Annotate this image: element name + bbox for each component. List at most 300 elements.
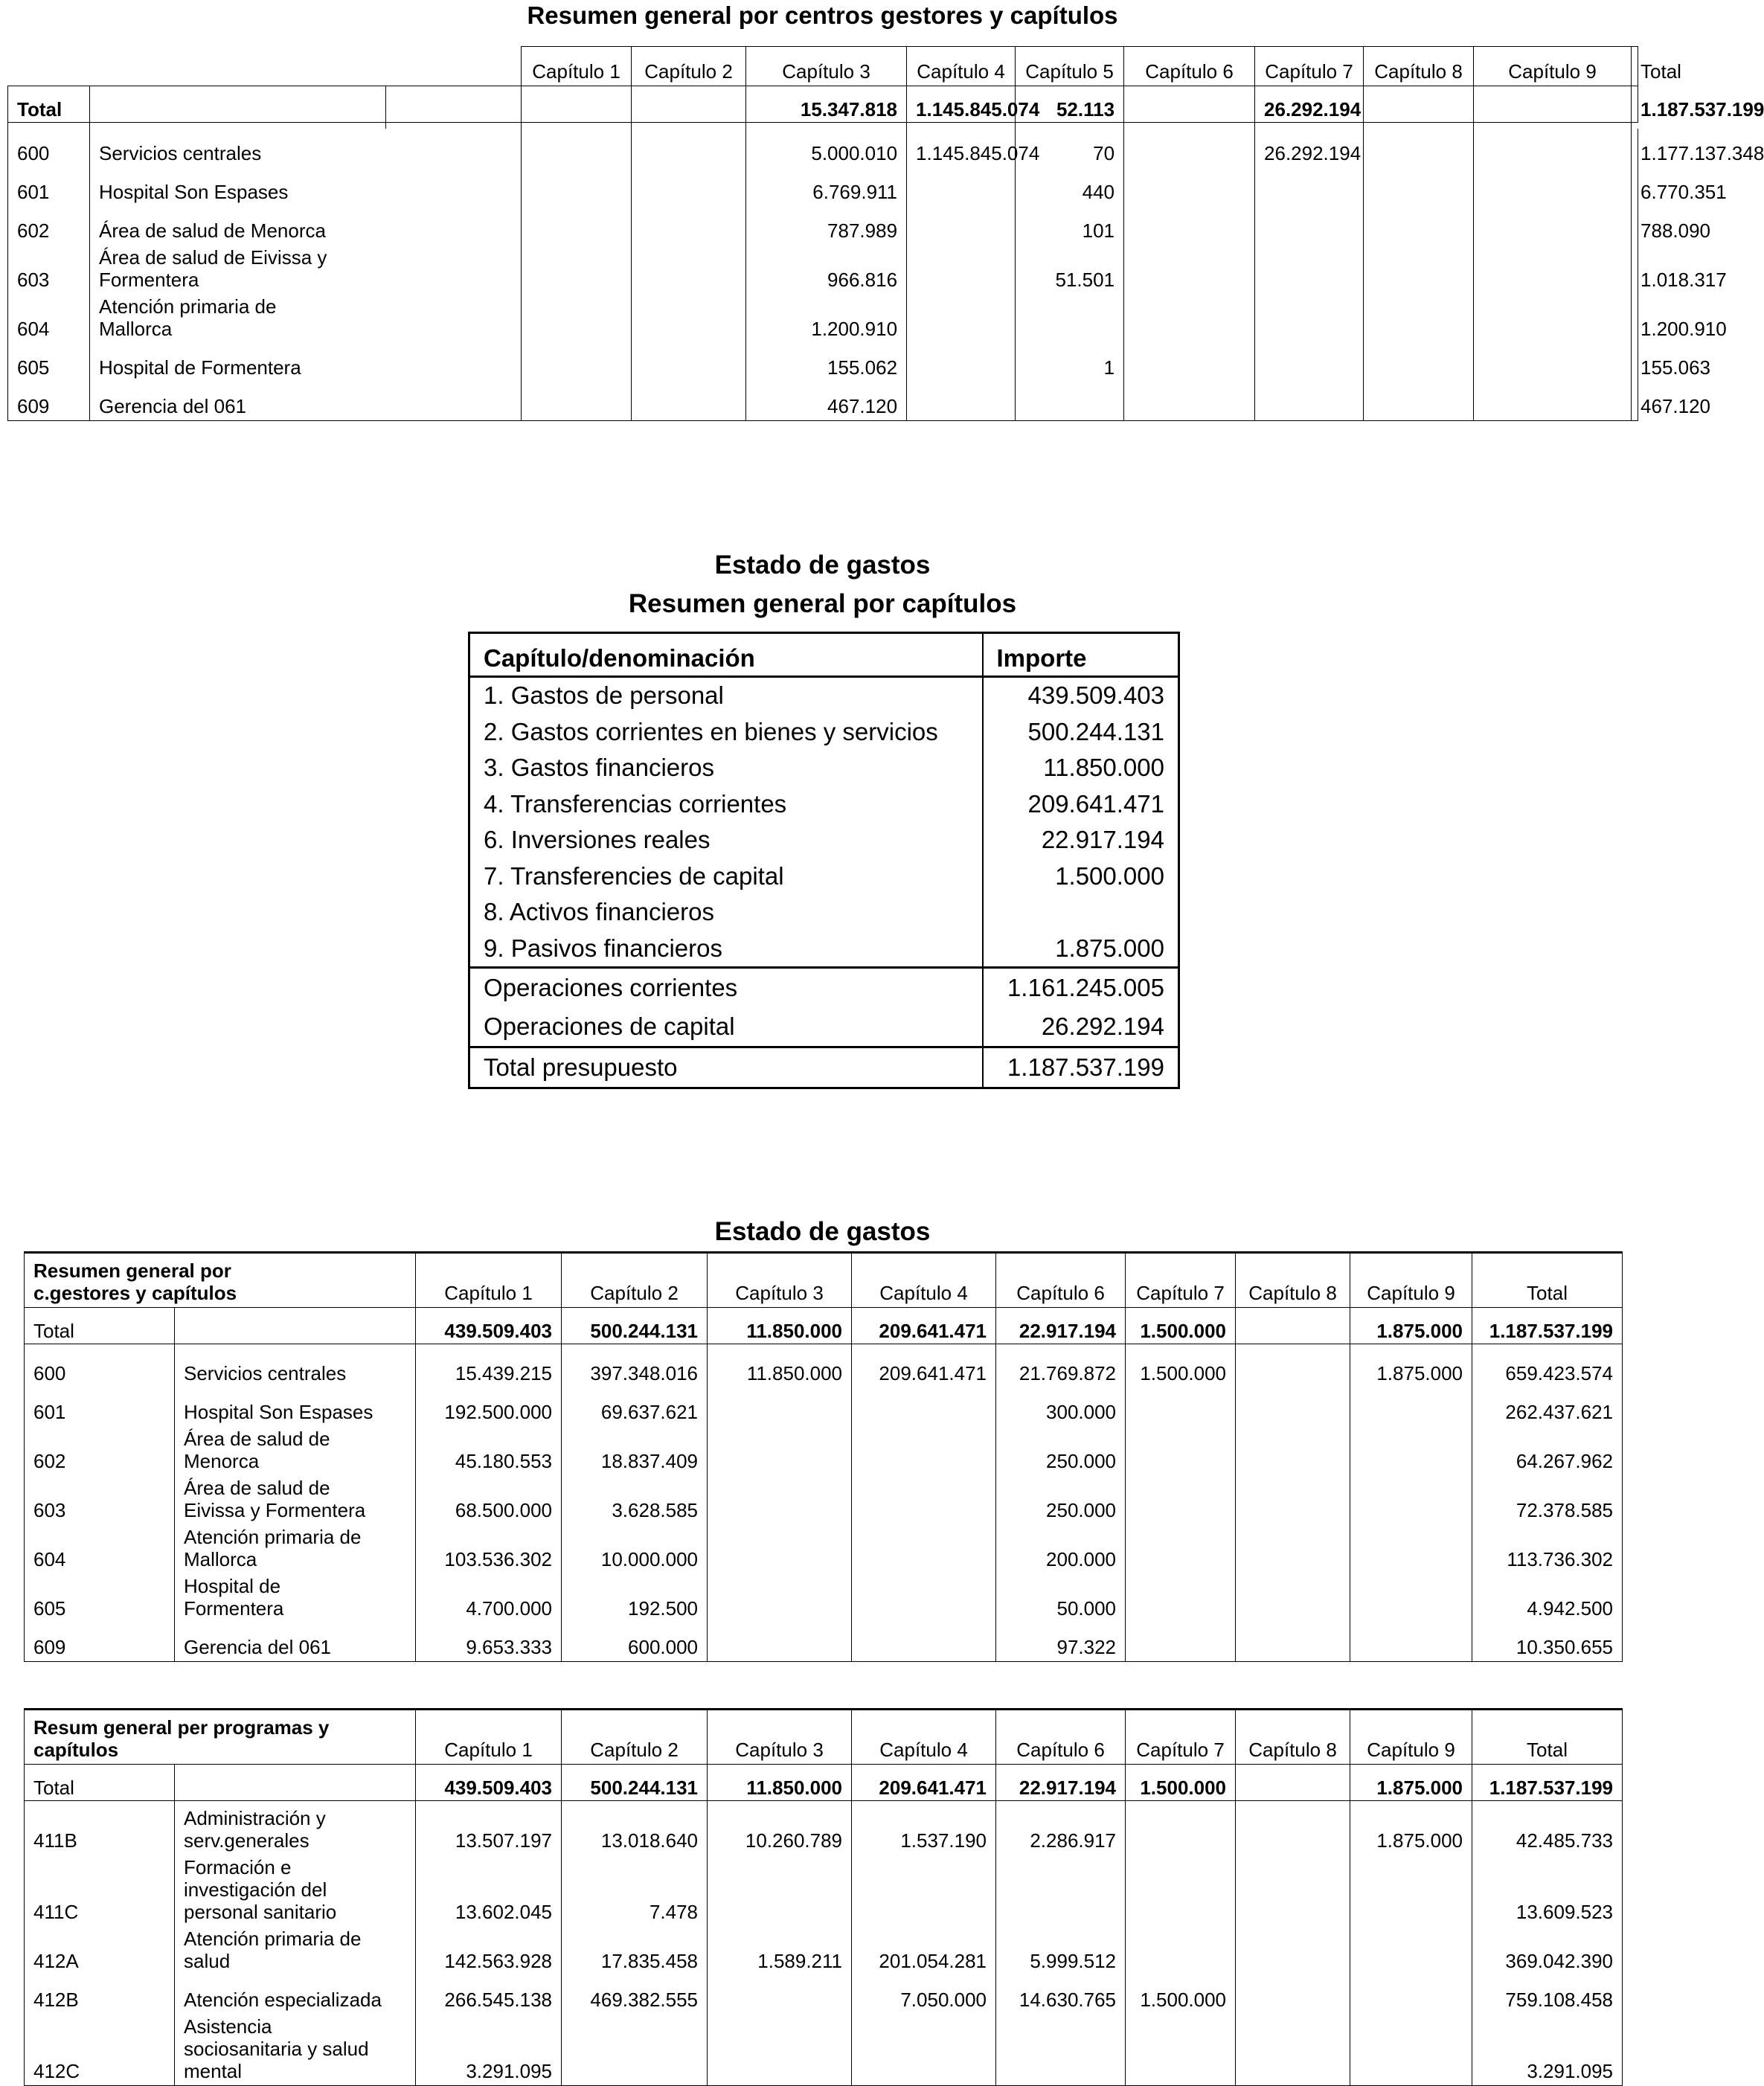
cell-value — [522, 382, 632, 421]
table-row — [8, 382, 1638, 421]
cell-value — [1474, 129, 1632, 167]
cell-value — [852, 1855, 996, 1926]
operations-amount: 26.292.194 — [983, 1007, 1179, 1047]
spacer-cell — [1124, 123, 1255, 129]
cell-value: 7.050.000 — [852, 1975, 996, 2014]
column-header: Capítulo 8 — [1236, 1710, 1350, 1765]
total-value: 11.850.000 — [708, 1308, 852, 1344]
cell-value: 1.018.317 — [1632, 245, 1638, 294]
cell-value — [1364, 294, 1474, 343]
cell-value — [708, 1426, 852, 1475]
cell-value — [1124, 343, 1255, 382]
operations-label: Operaciones corrientes — [469, 968, 983, 1008]
cell-value — [907, 167, 1016, 206]
row-code: 604 — [25, 1524, 175, 1573]
cell-value: 64.267.962 — [1472, 1426, 1623, 1475]
column-header: Total — [1472, 1253, 1623, 1308]
cell-value — [708, 1475, 852, 1524]
cell-value: 51.501 — [1016, 245, 1124, 294]
table-row — [25, 2014, 1623, 2086]
total-value: 209.641.471 — [852, 1308, 996, 1344]
total-value: 1.145.845.074 — [907, 86, 1016, 123]
cell-value — [1126, 1475, 1236, 1524]
table-row — [469, 714, 1179, 751]
chapter-label: 9. Pasivos financieros — [484, 934, 722, 962]
cell-value: 101 — [1016, 206, 1124, 245]
cell-value: 10.000.000 — [562, 1524, 708, 1573]
column-header: Capítulo 4 — [907, 47, 1016, 86]
spacer-cell — [1474, 123, 1632, 129]
cell-value — [1474, 294, 1632, 343]
total-value: 1.500.000 — [1126, 1308, 1236, 1344]
cell-value — [1236, 1387, 1350, 1426]
cell-value — [1350, 1387, 1472, 1426]
cell-value: 787.989 — [746, 206, 907, 245]
cell-value: 1.875.000 — [1350, 1806, 1472, 1855]
column-header: Capítulo 1 — [416, 1710, 562, 1765]
cell-value — [996, 1855, 1126, 1926]
cell-value — [708, 1524, 852, 1573]
cell-value: 250.000 — [996, 1475, 1126, 1524]
center-name: Servicios centrales — [90, 129, 522, 167]
center-name: Área de salud de Eivissa y Formentera — [90, 245, 522, 294]
column-header: Capítulo 5 — [1016, 47, 1124, 86]
cell-value: 1.200.910 — [746, 294, 907, 343]
cell-value: 26.292.194 — [1255, 129, 1364, 167]
table-row — [25, 1806, 1623, 1855]
center-code: 600 — [8, 129, 90, 167]
cell-value — [632, 167, 746, 206]
cell-value: 17.835.458 — [562, 1926, 708, 1975]
row-name: Área de salud de Eivissa y Formentera — [175, 1475, 416, 1524]
total-value: 22.917.194 — [996, 1765, 1126, 1801]
row-name: Administración y serv.generales — [175, 1806, 416, 1855]
chapter-amount: 1.500.000 — [983, 859, 1179, 895]
cell-value — [1016, 294, 1124, 343]
total-value: 1.187.537.199 — [1472, 1765, 1623, 1801]
table-row — [469, 677, 1179, 714]
cell-value: 10.350.655 — [1472, 1623, 1623, 1662]
header-row — [469, 633, 1179, 677]
row-name: Servicios centrales — [175, 1349, 416, 1387]
total-row — [25, 1308, 1623, 1344]
cell-value — [1124, 294, 1255, 343]
total-value — [1236, 1308, 1350, 1344]
table-row — [8, 245, 1638, 294]
cell-value: 10.260.789 — [708, 1806, 852, 1855]
row-code: 411C — [25, 1855, 175, 1926]
cell-value — [1255, 294, 1364, 343]
cell-value: 1.200.910 — [1632, 294, 1638, 343]
row-code: 609 — [25, 1623, 175, 1662]
cell-value: 250.000 — [996, 1426, 1126, 1475]
total-value: 500.244.131 — [562, 1308, 708, 1344]
table-row — [8, 343, 1638, 382]
cell-value — [1124, 382, 1255, 421]
operations-row — [469, 968, 1179, 1008]
cell-value — [1364, 343, 1474, 382]
cell-value — [852, 1573, 996, 1623]
cell-value: 7.478 — [562, 1855, 708, 1926]
chapter-label: 6. Inversiones reales — [484, 826, 711, 854]
table-row — [25, 1426, 1623, 1475]
row-name: Hospital Son Espases — [175, 1387, 416, 1426]
total-value — [1364, 86, 1474, 123]
cell-value — [1126, 1573, 1236, 1623]
blank-cell — [175, 1308, 416, 1344]
total-row — [25, 1765, 1623, 1801]
cell-value — [996, 2014, 1126, 2086]
spacer-cell — [386, 123, 522, 129]
cell-value — [1236, 1975, 1350, 2014]
section2-subtitle: Resumen general por capítulos — [628, 589, 1017, 618]
cell-value — [1124, 167, 1255, 206]
cell-value: 788.090 — [1632, 206, 1638, 245]
cell-value — [1236, 1573, 1350, 1623]
blank-cell — [386, 86, 522, 123]
header-label: Resum general per programas y capítulos — [25, 1710, 416, 1765]
cell-value — [708, 1623, 852, 1662]
column-header: Capítulo 4 — [852, 1253, 996, 1308]
section2-title: Estado de gastos — [714, 551, 931, 580]
cell-value — [1124, 245, 1255, 294]
gestores-capitulos-table — [24, 1251, 1623, 1662]
row-name: Asistencia sociosanitaria y salud mental — [175, 2014, 416, 2086]
spacer-row — [8, 123, 1638, 129]
table-row — [25, 1623, 1623, 1662]
cell-value: 13.609.523 — [1472, 1855, 1623, 1926]
spacer-cell — [907, 123, 1016, 129]
cell-value: 11.850.000 — [708, 1349, 852, 1387]
total-amount: 1.187.537.199 — [983, 1047, 1179, 1088]
total-value — [1236, 1765, 1350, 1801]
table-row — [469, 750, 1179, 786]
cell-value — [1474, 206, 1632, 245]
cell-value — [708, 2014, 852, 2086]
cell-value — [907, 343, 1016, 382]
column-header: Capítulo 4 — [852, 1710, 996, 1765]
column-header: Capítulo 9 — [1474, 47, 1632, 86]
table-row — [8, 167, 1638, 206]
cell-value: 966.816 — [746, 245, 907, 294]
table-row — [25, 1349, 1623, 1387]
table-row — [25, 1855, 1623, 1926]
cell-value: 3.291.095 — [1472, 2014, 1623, 2086]
total-label: Total — [8, 86, 90, 123]
cell-value — [1126, 2014, 1236, 2086]
cell-value: 1.589.211 — [708, 1926, 852, 1975]
table-row — [25, 1975, 1623, 2014]
cell-value: 72.378.585 — [1472, 1475, 1623, 1524]
cell-value: 209.641.471 — [852, 1349, 996, 1387]
column-header: Total — [1472, 1710, 1623, 1765]
cell-value — [562, 2014, 708, 2086]
cell-value: 467.120 — [1632, 382, 1638, 421]
cell-value — [1126, 1855, 1236, 1926]
table-row — [25, 1524, 1623, 1573]
cell-value — [1236, 1426, 1350, 1475]
cell-value — [1474, 167, 1632, 206]
cell-value — [632, 129, 746, 167]
section1-title: Resumen general por centros gestores y capítulos — [527, 1, 1118, 29]
cell-value: 97.322 — [996, 1623, 1126, 1662]
cell-value: 68.500.000 — [416, 1475, 562, 1524]
row-name: Atención especializada — [175, 1975, 416, 2014]
spacer-cell — [746, 123, 907, 129]
chapter-amount — [983, 894, 1179, 931]
cell-value — [852, 1426, 996, 1475]
cell-value: 1.145.845.074 — [907, 129, 1016, 167]
cell-value: 70 — [1016, 129, 1124, 167]
cell-value — [1236, 1524, 1350, 1573]
row-name: Gerencia del 061 — [175, 1623, 416, 1662]
spacer-cell — [1364, 123, 1474, 129]
row-code: 411B — [25, 1806, 175, 1855]
table-row — [469, 931, 1179, 968]
cell-value — [632, 343, 746, 382]
cell-value — [1016, 382, 1124, 421]
total-value: 439.509.403 — [416, 1308, 562, 1344]
cell-value — [1474, 245, 1632, 294]
cell-value — [708, 1387, 852, 1426]
cell-value — [1236, 1926, 1350, 1975]
cell-value — [1364, 382, 1474, 421]
cell-value — [907, 294, 1016, 343]
column-header: Capítulo 6 — [996, 1253, 1126, 1308]
cell-value: 2.286.917 — [996, 1806, 1126, 1855]
total-value — [1124, 86, 1255, 123]
total-value: 1.875.000 — [1350, 1765, 1472, 1801]
cell-value — [1350, 1573, 1472, 1623]
cell-value — [1350, 1524, 1472, 1573]
total-value — [1474, 86, 1632, 123]
spacer-cell — [90, 123, 386, 129]
center-code: 605 — [8, 343, 90, 382]
cell-value — [907, 245, 1016, 294]
cell-value: 467.120 — [746, 382, 907, 421]
cell-value: 440 — [1016, 167, 1124, 206]
column-header: Capítulo 7 — [1126, 1253, 1236, 1308]
row-code: 602 — [25, 1426, 175, 1475]
table-row — [469, 786, 1179, 823]
cell-value: 4.700.000 — [416, 1573, 562, 1623]
table-row — [25, 1475, 1623, 1524]
spacer-cell — [1255, 123, 1364, 129]
cell-value — [1236, 1855, 1350, 1926]
cell-value — [708, 1573, 852, 1623]
cell-value — [632, 294, 746, 343]
center-name: Gerencia del 061 — [90, 382, 522, 421]
row-name: Atención primaria de salud — [175, 1926, 416, 1975]
cell-value — [522, 167, 632, 206]
total-value: 1.500.000 — [1126, 1765, 1236, 1801]
header-label: Resumen general por c.gestores y capítulos — [25, 1253, 416, 1308]
column-header: Capítulo 6 — [996, 1710, 1126, 1765]
cell-value: 4.942.500 — [1472, 1573, 1623, 1623]
cell-value: 155.063 — [1632, 343, 1638, 382]
centros-capitulos-table — [7, 46, 1764, 421]
cell-value — [852, 1387, 996, 1426]
row-code: 412A — [25, 1926, 175, 1975]
table-row — [8, 294, 1638, 343]
cell-value — [1350, 1926, 1472, 1975]
cell-value — [1124, 206, 1255, 245]
row-name: Atención primaria de Mallorca — [175, 1524, 416, 1573]
cell-value: 201.054.281 — [852, 1926, 996, 1975]
chapter-label: 3. Gastos financieros — [484, 754, 714, 782]
row-code: 603 — [25, 1475, 175, 1524]
table-row — [469, 822, 1179, 859]
table-row — [469, 894, 1179, 931]
cell-value — [1236, 1806, 1350, 1855]
total-value: 22.917.194 — [996, 1308, 1126, 1344]
cell-value: 42.485.733 — [1472, 1806, 1623, 1855]
header-row — [25, 1710, 1623, 1765]
cell-value — [1350, 1426, 1472, 1475]
cell-value — [852, 1475, 996, 1524]
chapter-amount: 500.244.131 — [983, 714, 1179, 751]
cell-value: 142.563.928 — [416, 1926, 562, 1975]
cell-value — [1255, 245, 1364, 294]
chapter-amount: 439.509.403 — [983, 677, 1179, 714]
cell-value — [1255, 343, 1364, 382]
table-row — [25, 1387, 1623, 1426]
center-code: 601 — [8, 167, 90, 206]
row-code: 600 — [25, 1349, 175, 1387]
cell-value: 192.500.000 — [416, 1387, 562, 1426]
chapter-amount: 209.641.471 — [983, 786, 1179, 823]
spacer-cell — [522, 123, 632, 129]
column-header: Capítulo 3 — [708, 1253, 852, 1308]
cell-value: 50.000 — [996, 1573, 1126, 1623]
cell-value: 21.769.872 — [996, 1349, 1126, 1387]
cell-value: 3.628.585 — [562, 1475, 708, 1524]
center-code: 603 — [8, 245, 90, 294]
column-header: Capítulo/denominación — [469, 633, 983, 677]
cell-value: 45.180.553 — [416, 1426, 562, 1475]
cell-value — [852, 1524, 996, 1573]
header-row — [8, 47, 1638, 86]
chapter-amount: 22.917.194 — [983, 822, 1179, 859]
total-value: 1.187.537.199 — [1632, 86, 1638, 123]
cell-value — [522, 206, 632, 245]
total-value: 1.875.000 — [1350, 1308, 1472, 1344]
capitulos-summary-table — [468, 632, 1180, 1089]
chapter-label: 8. Activos financieros — [484, 898, 714, 926]
cell-value — [1255, 206, 1364, 245]
cell-value — [1126, 1524, 1236, 1573]
column-header: Total — [1632, 47, 1638, 86]
cell-value: 600.000 — [562, 1623, 708, 1662]
table-row — [8, 129, 1638, 167]
total-row — [8, 86, 1638, 123]
cell-value — [1350, 1623, 1472, 1662]
cell-value — [1236, 1349, 1350, 1387]
cell-value — [1126, 1623, 1236, 1662]
cell-value: 1.500.000 — [1126, 1349, 1236, 1387]
center-name: Hospital Son Espases — [90, 167, 522, 206]
cell-value — [522, 343, 632, 382]
cell-value — [1350, 1475, 1472, 1524]
center-name: Hospital de Formentera — [90, 343, 522, 382]
blank-cell — [8, 47, 522, 86]
cell-value — [1474, 382, 1632, 421]
column-header: Importe — [983, 633, 1179, 677]
cell-value — [1350, 2014, 1472, 2086]
column-header: Capítulo 3 — [746, 47, 907, 86]
cell-value: 13.602.045 — [416, 1855, 562, 1926]
operations-label: Operaciones de capital — [484, 1012, 735, 1040]
cell-value — [852, 1623, 996, 1662]
cell-value — [632, 245, 746, 294]
total-value: 52.113 — [1016, 86, 1124, 123]
total-value: 11.850.000 — [708, 1765, 852, 1801]
cell-value: 262.437.621 — [1472, 1387, 1623, 1426]
cell-value — [1350, 1975, 1472, 2014]
total-label: Total — [25, 1765, 175, 1801]
cell-value — [1126, 1806, 1236, 1855]
cell-value: 1 — [1016, 343, 1124, 382]
cell-value — [1350, 1855, 1472, 1926]
column-header: Capítulo 3 — [708, 1710, 852, 1765]
operations-row — [469, 1007, 1179, 1047]
cell-value — [1236, 2014, 1350, 2086]
column-header: Capítulo 7 — [1126, 1710, 1236, 1765]
table-row — [25, 1573, 1623, 1623]
cell-value — [1126, 1926, 1236, 1975]
cell-value — [1255, 167, 1364, 206]
chapter-label: 2. Gastos corrientes en bienes y servicios — [484, 717, 938, 745]
cell-value: 1.537.190 — [852, 1806, 996, 1855]
chapter-label: 4. Transferencias corrientes — [484, 789, 787, 818]
table-row — [8, 206, 1638, 245]
center-name: Área de salud de Menorca — [90, 206, 522, 245]
cell-value: 5.999.512 — [996, 1926, 1126, 1975]
column-header: Capítulo 2 — [562, 1253, 708, 1308]
chapter-label: 7. Transferencies de capital — [484, 861, 784, 890]
column-header: Capítulo 6 — [1124, 47, 1255, 86]
column-header: Capítulo 7 — [1255, 47, 1364, 86]
cell-value — [907, 382, 1016, 421]
chapter-amount: 11.850.000 — [983, 750, 1179, 786]
cell-value: 6.770.351 — [1632, 167, 1638, 206]
total-value: 439.509.403 — [416, 1765, 562, 1801]
cell-value: 155.062 — [746, 343, 907, 382]
total-value: 1.187.537.199 — [1472, 1308, 1623, 1344]
chapter-label: 1. Gastos de personal — [484, 681, 724, 710]
total-label: Total presupuesto — [469, 1047, 983, 1088]
spacer-cell — [1016, 123, 1124, 129]
chapter-amount: 1.875.000 — [983, 931, 1179, 968]
blank-cell — [175, 1765, 416, 1801]
center-code: 609 — [8, 382, 90, 421]
cell-value — [1364, 245, 1474, 294]
spacer-cell — [632, 123, 746, 129]
cell-value: 397.348.016 — [562, 1349, 708, 1387]
column-header: Capítulo 9 — [1350, 1253, 1472, 1308]
cell-value: 5.000.010 — [746, 129, 907, 167]
cell-value — [852, 2014, 996, 2086]
cell-value — [1236, 1623, 1350, 1662]
center-code: 602 — [8, 206, 90, 245]
row-code: 601 — [25, 1387, 175, 1426]
cell-value: 200.000 — [996, 1524, 1126, 1573]
cell-value: 759.108.458 — [1472, 1975, 1623, 2014]
cell-value — [708, 1975, 852, 2014]
column-header: Capítulo 2 — [632, 47, 746, 86]
cell-value — [1126, 1426, 1236, 1475]
row-code: 412C — [25, 2014, 175, 2086]
